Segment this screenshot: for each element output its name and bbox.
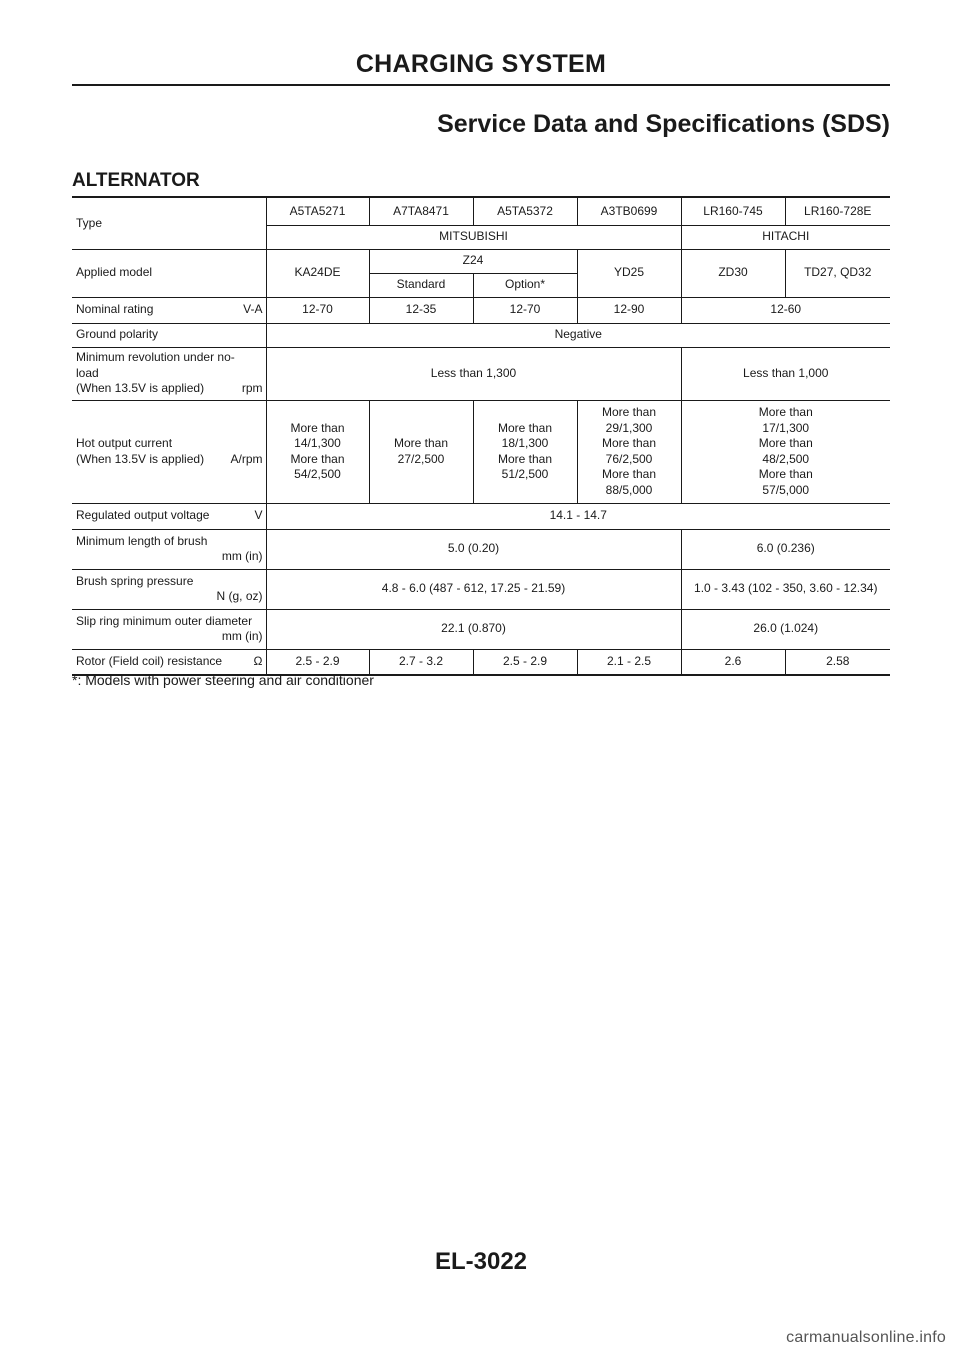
value-line: 29/1,300 — [605, 420, 653, 435]
value-line: 17/1,300 — [762, 420, 810, 435]
applied-model-label: Applied model — [72, 249, 266, 297]
row-ground-polarity — [72, 323, 890, 347]
unit-text: Ω — [253, 654, 263, 668]
spring-pressure-label — [72, 569, 266, 609]
unit-text: mm (in) — [221, 629, 263, 643]
min-revolution-label — [72, 347, 266, 400]
value-cell: 26.0 (1.024) — [681, 609, 890, 649]
value-cell: 14.1 - 14.7 — [266, 503, 890, 529]
value-cell: Less than 1,000 — [681, 347, 890, 400]
value-cell — [577, 400, 681, 503]
value-cell: 2.58 — [785, 649, 890, 675]
value-cell: 2.1 - 2.5 — [577, 649, 681, 675]
value-cell: 1.0 - 3.43 (102 - 350, 3.60 - 12.34) — [681, 569, 890, 609]
label-text: Rotor (Field coil) resistance — [76, 654, 223, 668]
row-brush-length — [72, 529, 890, 569]
slip-ring-label — [72, 609, 266, 649]
page-number: EL-3022 — [434, 1248, 528, 1275]
value-line: 18/1,300 — [501, 436, 549, 450]
page-title: Service Data and Specifications (SDS) — [437, 110, 890, 138]
value-cell — [473, 400, 577, 503]
applied-model-cell: ZD30 — [681, 249, 785, 297]
label-text: (When 13.5V is applied) — [76, 381, 205, 396]
row-spring-pressure — [72, 569, 890, 609]
row-regulated-voltage — [72, 503, 890, 529]
value-line: 88/5,000 — [605, 482, 653, 497]
value-line: 57/5,000 — [762, 482, 810, 497]
label-text: Minimum length of brush — [76, 533, 208, 548]
value-cell — [369, 400, 473, 503]
value-line: More than — [758, 436, 813, 450]
label-text: Regulated output voltage — [76, 508, 210, 523]
value-line: More than — [601, 405, 657, 419]
applied-model-cell: YD25 — [577, 249, 681, 297]
applied-model-cell: TD27, QD32 — [785, 249, 890, 297]
value-line: More than — [758, 405, 813, 419]
value-line: 54/2,500 — [294, 467, 341, 481]
unit-text: V-A — [243, 302, 263, 317]
value-line: More than — [497, 451, 553, 466]
value-cell: 4.8 - 6.0 (487 - 612, 17.25 - 21.59) — [266, 569, 681, 609]
row-nominal-rating — [72, 297, 890, 323]
value-cell: 12-70 — [473, 297, 577, 323]
row-min-revolution — [72, 347, 890, 400]
applied-model-cell: KA24DE — [266, 249, 369, 297]
value-cell: Less than 1,300 — [266, 347, 681, 400]
value-line: 48/2,500 — [762, 451, 810, 466]
maker-hitachi: HITACHI — [681, 225, 890, 249]
value-line: More than — [601, 467, 657, 481]
section-heading: ALTERNATOR — [72, 170, 200, 191]
row-hot-output — [72, 400, 890, 503]
value-line: More than — [290, 451, 345, 466]
label-text: load — [76, 365, 99, 380]
value-cell: 6.0 (0.236) — [681, 529, 890, 569]
value-line: 27/2,500 — [397, 451, 445, 466]
value-cell: 5.0 (0.20) — [266, 529, 681, 569]
type-model-cell: A5TA5372 — [473, 197, 577, 225]
row-slip-ring — [72, 609, 890, 649]
nominal-rating-label — [72, 297, 266, 323]
applied-model-cell: Standard — [369, 273, 473, 297]
value-cell — [266, 400, 369, 503]
value-line: More than — [601, 436, 657, 450]
type-model-cell: A5TA5271 — [266, 197, 369, 225]
value-cell: 2.6 — [681, 649, 785, 675]
applied-model-cell: Option* — [473, 273, 577, 297]
value-line: 76/2,500 — [605, 451, 653, 466]
unit-text: V — [254, 508, 263, 523]
value-cell: 12-90 — [577, 297, 681, 323]
value-cell: 2.5 - 2.9 — [266, 649, 369, 675]
type-label: Type — [72, 197, 266, 249]
value-line: 51/2,500 — [501, 467, 549, 481]
value-cell: Negative — [266, 323, 890, 347]
type-model-cell: A7TA8471 — [369, 197, 473, 225]
type-model-cell: A3TB0699 — [577, 197, 681, 225]
value-cell — [681, 400, 890, 503]
value-line: More than — [758, 467, 813, 481]
unit-text: rpm — [241, 381, 263, 396]
brush-length-label — [72, 529, 266, 569]
maker-mitsubishi: MITSUBISHI — [266, 225, 681, 249]
label-text: Minimum revolution under no- — [76, 350, 235, 365]
header-rule — [72, 84, 890, 86]
row-applied-model — [72, 249, 890, 273]
regulated-voltage-label — [72, 503, 266, 529]
ground-polarity-label: Ground polarity — [72, 323, 266, 347]
value-line: More than — [497, 420, 553, 435]
row-type-models — [72, 197, 890, 225]
value-line: 14/1,300 — [294, 436, 341, 450]
label-text: Slip ring minimum outer diameter — [76, 613, 253, 628]
label-text: Hot output current — [76, 436, 173, 450]
value-cell: 2.7 - 3.2 — [369, 649, 473, 675]
value-cell: 2.5 - 2.9 — [473, 649, 577, 675]
watermark: carmanualsonline.info — [786, 1329, 946, 1346]
applied-model-cell: Z24 — [369, 249, 577, 273]
unit-text: A/rpm — [230, 451, 263, 466]
value-cell: 12-35 — [369, 297, 473, 323]
value-cell: 12-70 — [266, 297, 369, 323]
hot-output-label — [72, 400, 266, 503]
value-cell: 12-60 — [681, 297, 890, 323]
type-model-cell: LR160-728E — [785, 197, 890, 225]
unit-text: N (g, oz) — [216, 589, 263, 603]
label-text: Brush spring pressure — [76, 573, 194, 588]
running-header: CHARGING SYSTEM — [355, 50, 607, 78]
value-line: More than — [393, 436, 449, 450]
specifications-table — [72, 196, 890, 676]
value-line: More than — [290, 420, 345, 435]
type-model-cell: LR160-745 — [681, 197, 785, 225]
unit-text: mm (in) — [221, 549, 263, 563]
label-text: Nominal rating — [76, 302, 154, 317]
footnote: *: Models with power steering and air conditioner — [72, 672, 374, 688]
value-cell: 22.1 (0.870) — [266, 609, 681, 649]
label-text: (When 13.5V is applied) — [76, 451, 205, 466]
